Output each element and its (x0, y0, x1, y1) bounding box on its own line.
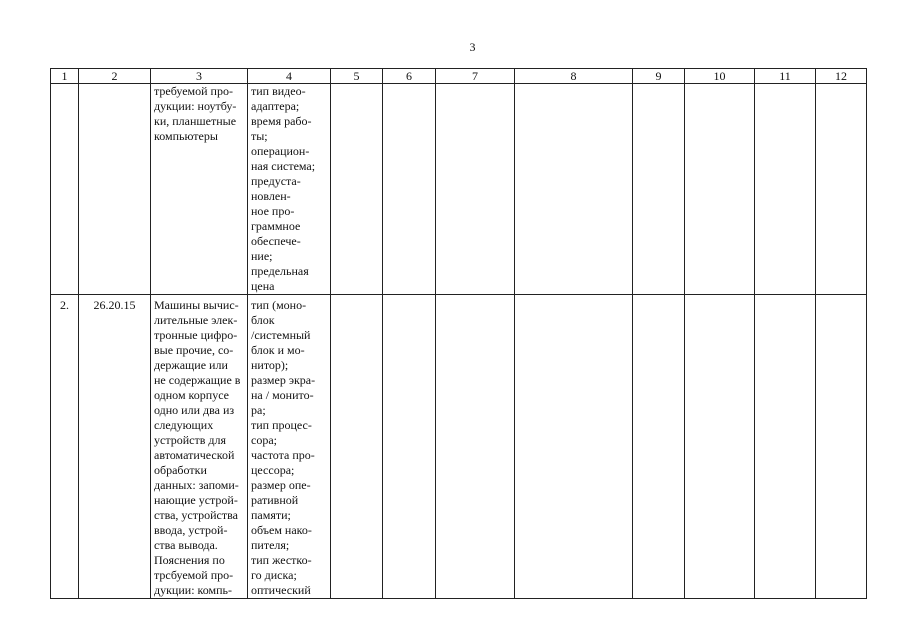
product-name-cell: требуемой про- дукции: ноутбу- ки, планшетные компьютеры (151, 84, 248, 295)
column-header-5: 5 (331, 69, 383, 84)
column-header-1: 1 (51, 69, 79, 84)
row-number-cell: 2. (51, 295, 79, 599)
table-row (51, 295, 867, 599)
empty-cell (515, 84, 633, 295)
row-number-cell (51, 84, 79, 295)
empty-cell (685, 295, 755, 599)
okpd-code-cell (79, 84, 151, 295)
empty-cell (816, 84, 867, 295)
column-header-7: 7 (436, 69, 515, 84)
column-header-10: 10 (685, 69, 755, 84)
empty-cell (633, 295, 685, 599)
column-header-4: 4 (248, 69, 331, 84)
column-header-12: 12 (816, 69, 867, 84)
column-header-11: 11 (755, 69, 816, 84)
table-row (51, 84, 867, 295)
empty-cell (436, 84, 515, 295)
empty-cell (816, 295, 867, 599)
empty-cell (755, 295, 816, 599)
characteristics-cell: тип видео- адаптера; время рабо- ты; операцион- ная система; предуста- новлен- ное про- граммное обеспече- ние; предельная цена (248, 84, 331, 295)
page-number: 3 (469, 40, 476, 54)
column-header-2: 2 (79, 69, 151, 84)
empty-cell (685, 84, 755, 295)
empty-cell (331, 84, 383, 295)
characteristics-cell: тип (моно- блок /системный блок и мо- нитор); размер экра- на / монито- ра; тип процес- сора; частота про- цессора; размер опе- ративной памяти; объем нако- пителя; тип жестко- го диска; оптический (248, 295, 331, 599)
okpd-code-cell: 26.20.15 (79, 295, 151, 599)
empty-cell (436, 295, 515, 599)
column-header-6: 6 (383, 69, 436, 84)
header-row (51, 69, 867, 84)
specification-table (50, 68, 867, 599)
column-header-3: 3 (151, 69, 248, 84)
empty-cell (515, 295, 633, 599)
empty-cell (755, 84, 816, 295)
empty-cell (383, 84, 436, 295)
product-name-cell: Машины вычис- лительные элек- тронные цифро- вые прочие, со- держащие или не содержащие в одном корпусе одно или два из следующих устройств для автоматической обработки данных: запоми- нающие устрой- ства, устройства ввода, устрой- ства вывода. Пояснения по трсбуемой про- дукции: компь- (151, 295, 248, 599)
empty-cell (331, 295, 383, 599)
empty-cell (383, 295, 436, 599)
column-header-9: 9 (633, 69, 685, 84)
empty-cell (633, 84, 685, 295)
column-header-8: 8 (515, 69, 633, 84)
